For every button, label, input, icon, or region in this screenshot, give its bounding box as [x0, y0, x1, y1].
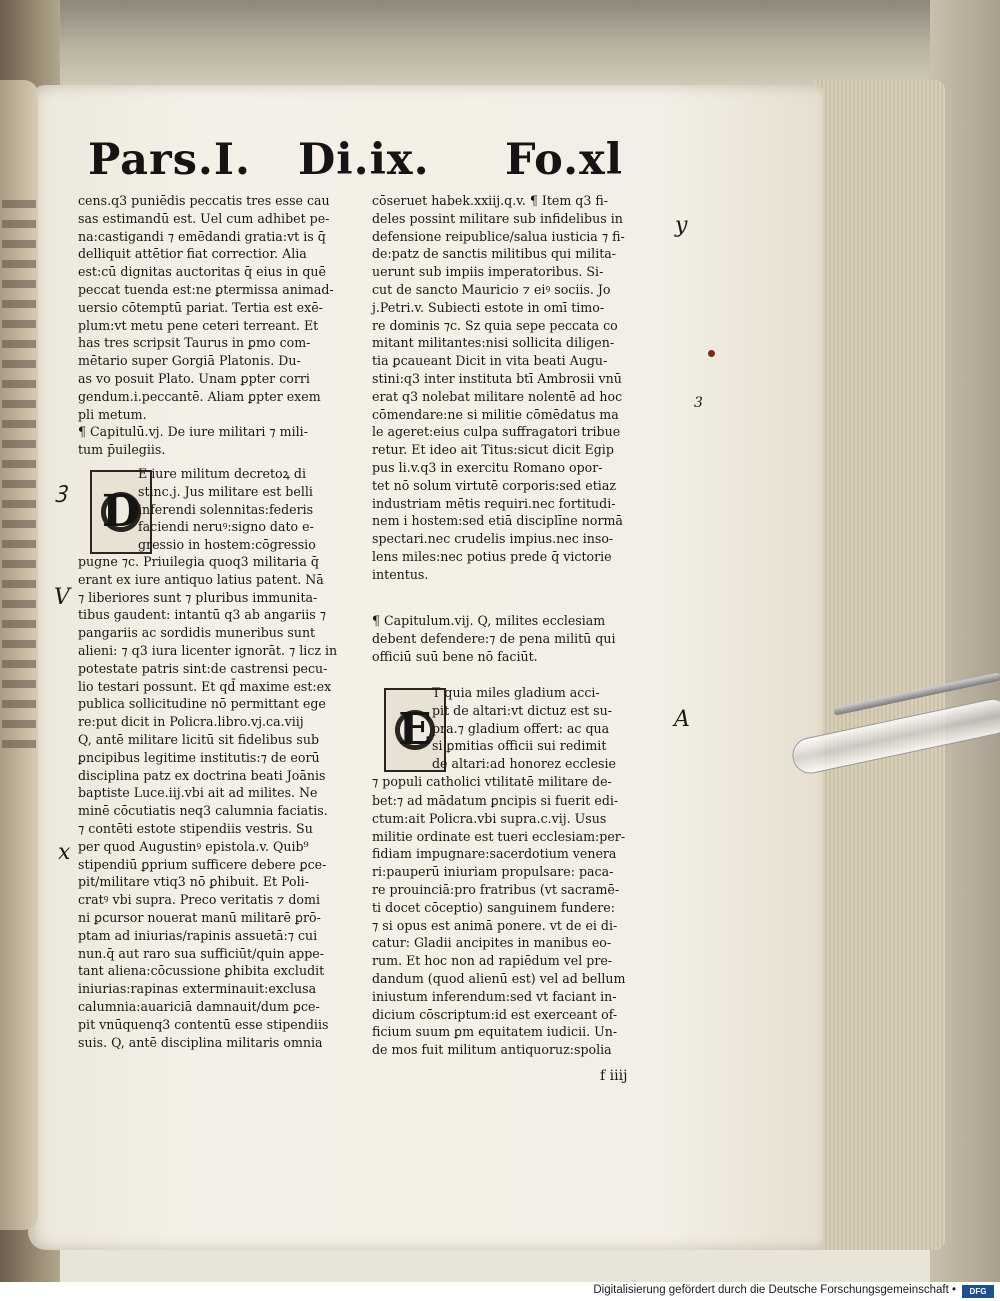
text-line: inferendi solennitas:federis [138, 501, 314, 517]
text-line: pit/militare vtiq3 nō ꝑhibuit. Et Poli- [78, 874, 309, 890]
text-line: tant aliena:cōcussione ꝑhibita excludit [78, 963, 325, 979]
text-line: na:castigandi ⁊ emēdandi gratia:vt is q̄ [78, 228, 326, 244]
text-line: uersio cōtemptū pariat. Tertia est exē- [78, 299, 323, 315]
text-line: est:cū dignitas auctoritas q̄ eius in quē [78, 264, 327, 280]
text-line: si ꝑmitias officii sui redimit [432, 738, 607, 754]
text-line: ptam ad iniurias/rapinis assuetā:⁊ cui [78, 927, 318, 943]
text-line: le ageret:eius culpa suffragatori tribue [372, 424, 621, 440]
text-line: Q, antē militare licitū sit fidelibus sub [78, 731, 320, 747]
text-line: dicium cōscriptum:id est exerceant of- [372, 1006, 618, 1022]
text-line: tia ꝑcaueant Dicit in vita beati Augu- [372, 353, 608, 369]
text-line: pit de altari:vt dictuz est su- [432, 702, 613, 718]
text-line: ctum:ait Policra.vbi supra.c.vij. Usus [372, 810, 607, 826]
text-line: plum:vt metu pene ceteri terreant. Et [78, 317, 319, 333]
text-line: re:put dicit in Policra.libro.vj.ca.viij [78, 714, 304, 730]
text-line: E iure militum decretoꝝ di [138, 466, 307, 481]
chapter-heading-line: debent defendere:⁊ de pena militū qui [372, 630, 616, 646]
text-line: stinc.j. Jus militare est belli [138, 483, 313, 499]
text-line: de mos fuit militum antiquoruz:spolia [372, 1042, 612, 1058]
text-line: ni ꝑcursor nouerat manū militarē ꝑrō- [78, 909, 321, 925]
text-line: de:patz de sanctis militibus qui milita- [372, 246, 617, 262]
text-line: defensione reipublice/salua iusticia ⁊ fi- [372, 228, 625, 244]
text-line: cut de sancto Mauricio ⁊ eiꝰ sociis. Jo [372, 281, 611, 297]
text-line: militie ordinate est tueri ecclesiam:per- [372, 828, 626, 844]
marginal-letter-y: y [675, 213, 688, 238]
text-line: ti docet cōceptio) sanguinem fundere: [372, 899, 616, 915]
text-line: pus li.v.q3 in exercitu Romano opor- [372, 459, 603, 475]
text-line: ri:pauperū iniuriam propulsare: paca- [372, 864, 614, 880]
text-line: bet:⁊ ad mādatum ꝑncipis si fuerit edi- [372, 793, 619, 808]
text-line: disciplina patz ex doctrina beati Joānis [78, 767, 326, 783]
running-head-pars: Pars.I. [88, 135, 251, 185]
text-line: pugne ⁊c. Priuilegia quoq3 militaria q̄ [78, 554, 319, 569]
text-line: tet nō solum virtutē corporis:sed etiaz [372, 477, 616, 493]
text-line: erat q3 nolebat militare nolentē ad hoc [372, 388, 623, 404]
chapter-heading-line: tum p̄uilegiis. [78, 442, 166, 458]
left-column-initial-block [78, 465, 370, 554]
text-line: cens.q3 puniēdis peccatis tres esse cau [78, 193, 330, 208]
text-line: re prouinciā:pro fratribus (vt sacramē- [372, 881, 620, 897]
text-line: ꝑncipibus legitime institutis:⁊ de eorū [78, 749, 320, 765]
text-line: stini:q3 inter instituta btī Ambrosii vnū [372, 370, 622, 386]
text-line: mētario super Gorgiā Platonis. Du- [78, 353, 301, 369]
text-line: j.Petri.v. Subiecti estote in omī timo- [372, 299, 605, 315]
marginal-letter-v: V [54, 585, 70, 610]
right-column-text [372, 192, 666, 584]
text-line: industriam mētis requiri.nec fortitudi- [372, 495, 616, 511]
book-top-edge [0, 0, 1000, 90]
text-line: pangariis ac sordidis muneribus sunt [78, 625, 316, 641]
text-line: gressio in hostem:cōgressio [138, 537, 316, 553]
chapter-heading-line: officiū suū bene nō faciūt. [372, 648, 538, 664]
text-line: suis. Q, antē disciplina militaris omnia [78, 1034, 323, 1050]
text-line: pli metum. [78, 406, 147, 422]
text-line: pit vnūquenq3 contentū esse stipendiis [78, 1016, 329, 1032]
marginal-letter-a: A [674, 707, 690, 732]
text-line: mitant militantes:nisi sollicita diligen- [372, 335, 615, 351]
marginal-letter-z: ꝫ [56, 478, 68, 503]
text-line: ⁊ si opus est animā ponere. vt de ei di- [372, 917, 618, 933]
text-line: potestate patris sint:de castrensi pecu- [78, 660, 328, 676]
text-line: nem i hostem:sed etiā disciplīne normā [372, 513, 623, 529]
chapter-heading-line: ¶ Capitulū.vj. De iure militari ⁊ mili- [78, 424, 308, 440]
running-head-folio: Fo.xl [505, 135, 624, 185]
digitization-footer [0, 1282, 1000, 1301]
text-line: faciendi neruꝰ:signo dato e- [138, 519, 314, 535]
text-line: publica sollicitudine nō permittant ege [78, 696, 326, 712]
text-line: uerunt sub impiis imperatoribus. Si- [372, 264, 604, 280]
text-line: ficium suum ꝑm equitatem iudicii. Un- [372, 1024, 618, 1040]
text-line: spectari.nec crudelis impius.nec inso- [372, 531, 614, 547]
text-line: T quia miles gladium acci- [432, 685, 600, 700]
right-column-continued [372, 792, 666, 1059]
chapter-heading-line: ¶ Capitulum.vij. Q, milites ecclesiam [372, 613, 606, 628]
text-line: ⁊ liberiores sunt ⁊ pluribus immunita- [78, 589, 318, 605]
left-column-text [78, 192, 370, 459]
right-chapter-heading [372, 612, 666, 665]
text-line: ⁊ contēti estote stipendiis vestris. Su [78, 820, 313, 836]
text-line: de altari:ad honorez ecclesie [432, 756, 616, 772]
text-line: has tres scripsit Taurus in ꝑmo com- [78, 335, 311, 351]
text-line: iniurias:rapinas exterminauit:exclusa [78, 981, 317, 997]
text-line: dandum (quod alienū est) vel ad bellum [372, 970, 626, 986]
text-line: rum. Et hoc non ad rapiēdum vel pre- [372, 953, 613, 969]
clip-band [789, 695, 1000, 776]
signature-mark: f iiij [600, 1068, 628, 1084]
footer-credit: Digitalisierung gefördert durch die Deutsche Forschungsgemeinschaft • [593, 1284, 956, 1296]
text-line: intentus. [372, 566, 429, 582]
left-column-continued [78, 553, 370, 1051]
text-line: calumnia:auariciā damnauit/dum ꝑce- [78, 998, 320, 1014]
text-line: erant ex iure antiquo latius patent. Nā [78, 571, 324, 587]
text-line: lio testari possunt. Et qd̄ maxime est:ex [78, 678, 332, 694]
text-line: stipendiū ꝑprium sufficere debere ꝑce- [78, 856, 327, 872]
dfg-logo: DFG [962, 1285, 994, 1298]
text-line: catur: Gladii ancipites in manibus eo- [372, 935, 612, 951]
text-line: fidiam impugnare:sacerdotium venera [372, 846, 617, 862]
text-line: nun.q̄ aut raro sua sufficiūt/quin appe- [78, 945, 325, 961]
text-line: as vo posuit Plato. Unam ꝑpter corri [78, 370, 310, 386]
facing-page-fragment [0, 80, 38, 1230]
text-line: iniustum inferendum:sed vt faciant in- [372, 988, 617, 1004]
ink-spot [708, 350, 715, 357]
text-line: lens miles:nec potius prede q̄ victorie [372, 548, 612, 564]
text-line: deles possint militare sub infidelibus in [372, 210, 623, 226]
text-line: pra.⁊ gladium offert: ac qua [432, 720, 610, 736]
text-line: ⁊ populi catholici vtilitatē militare de- [372, 773, 612, 789]
text-line: delliquit attētior fiat correctior. Alia [78, 246, 307, 262]
text-line: tibus gaudent: intantū q3 ab angariis ⁊ [78, 607, 326, 623]
text-line: retur. Et ideo ait Titus:sicut dicit Egip [372, 442, 614, 458]
text-line: peccat tuenda est:ne ꝑtermissa animad- [78, 281, 334, 297]
running-head-distinctio: Di.ix. [298, 135, 430, 185]
marginal-letter-x: x [58, 840, 71, 865]
text-line: minē cōcutiatis neq3 calumnia faciatis. [78, 803, 328, 819]
text-line: baptiste Luce.iij.vbi ait ad milites. Ne [78, 785, 318, 801]
text-line: gendum.i.peccantē. Aliam ꝑpter exem [78, 388, 321, 404]
text-line: sas estimandū est. Uel cum adhibet pe- [78, 210, 330, 226]
text-line: alieni: ⁊ q3 iura licenter ignorāt. ⁊ licz in [78, 642, 338, 658]
text-line: re dominis ⁊c. Sz quia sepe peccata co [372, 317, 618, 333]
text-line: per quod Augustinꝰ epistola.v. Quib⁹ [78, 838, 309, 854]
text-line: cōmendare:ne si militie cōmēdatus ma [372, 406, 619, 422]
text-line: cōseruet habek.xxiij.q.v. ¶ Item q3 fi- [372, 193, 609, 208]
marginal-note-3: 3 [694, 395, 703, 411]
page-edges [815, 80, 945, 1250]
text-line: cratꝰ vbi supra. Preco veritatis ⁊ domi [78, 892, 320, 908]
decorated-initial-e: E [384, 688, 446, 772]
right-column-initial-block [372, 684, 666, 791]
decorated-initial-d: D [90, 470, 152, 554]
